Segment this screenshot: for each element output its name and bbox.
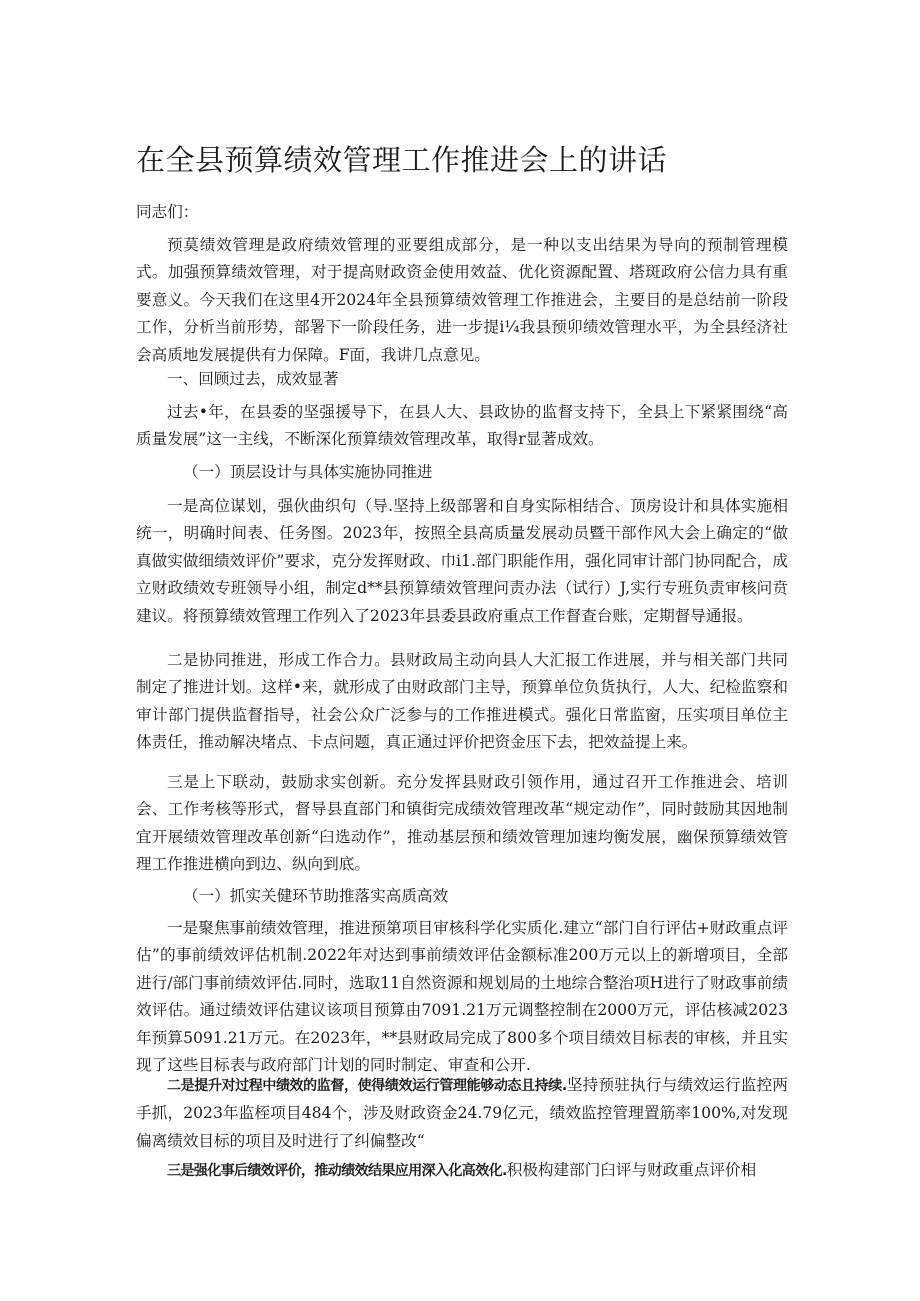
section-1-heading [136,366,788,393]
intro-paragraph [136,232,788,369]
subsection-2-paragraph-3-body: 积极构建部门臼评与财政重点评价相 [506,1161,757,1179]
subsection-2-paragraph-3-lead: 三是强化事后绩效评价，推动绩效结果应用深入化高效化. [167,1163,507,1179]
subsection-2-paragraph-3 [136,1157,788,1185]
page-title: 在全县预算绩效管理工作推进会上的讲话 [136,143,668,177]
subsection-1-paragraph-3-text: 三是上下联动，鼓励求实创新。充分发挥县财政引领作用，通过召开工作推进会、培训会、工作考核等形式，督导县直部门和镇街完成绩效管理改革“规定动作”，同时鼓励其因地制宜开展绩效管理改革创新“臼选动作”，推动基层预和绩效管理加速均衡发展，幽保预算绩效管理工作推进横向到边、纵向到底。 [136,773,788,874]
subsection-2-heading-text: （一）抓实关健环节助推落实高质高效 [183,887,449,905]
subsection-1-paragraph-1-text: 一是高位谋划，强伙曲织句（导.坚持上级部署和自身实际相结合、顶房设计和具体实施相统一，明确时间表、任务图。2023年，按照全县高质量发展动员暨干部作风大会上确定的“做真做实做细绩效评价”要求，克分发挥财政、巾i1.部门职能作用，强化同审计部门协同配合，成立财政绩效专班领导小组，制定d**县预算绩效管理问责办法（试行）J,实行专班负责审核问贲建议。将预算绩效管理工作列入了2023年县委县政府重点工作督查台账，定期督导通报。 [136,497,788,625]
subsection-1-paragraph-2-text: 二是协同推进，形成工作合力。县财政局主动向县人大汇报工作进展，并与相关部门共同制定了推进计划。这样•来，就形成了由财政部门主导，预算单位负货执行，人大、纪检监察和审计部门提供监督指导，社会公众广泛参与的工作推进模式。强化日常监窗，压实项目单位主体责任，推动解决堵点、卡点问题，真正通过评价把资金压下去，把效益提上来。 [136,651,788,752]
subsection-1-paragraph-1 [136,493,788,630]
subsection-1-paragraph-3 [136,769,788,879]
subsection-2-paragraph-3-text [136,1157,788,1185]
intro-text: 预莫绩效管理是政府绩效管理的亚要组成部分，是一种以支出结果为导向的预制管理模式。加强预算绩效管理，对于提高财政资金使用效益、优化资源配置、塔斑政府公信力具有重要意义。今天我们在这里4开2024年全县预算绩效管理工作推进会，主要目的是总结前一阶段工作，分析当前形势，部署下一阶段任务，进一步提i¼我县预卯绩效管理水平，为全县经济社会高质地发展提供有力保障。F面，我讲几点意见。 [136,236,788,364]
subsection-2-paragraph-2-lead: 二是提升对过程中绩效的监督，使得绩效运行管理能够动态且持续. [167,1078,567,1094]
subsection-2-heading [136,883,788,910]
section-1-intro-text: 过去•年，在县委的坚强援导下，在县人大、县政协的监督支持下，全县上下紧紧围绕“高质量发展”这一主线，不断深化预算绩效管理改革，取得r显著成效。 [136,403,788,449]
subsection-1-paragraph-2 [136,647,788,757]
section-1-heading-text: 一、回顾过去，成效显著 [167,370,339,388]
salutation-text: 同志们： [136,203,199,221]
subsection-2-paragraph-1 [136,915,788,1079]
subsection-2-paragraph-2-text [136,1072,788,1155]
section-1-intro [136,399,788,454]
subsection-1-heading [136,459,788,486]
subsection-2-paragraph-2-body: 坚持预驻执行与绩效运行监控两手抓，2023年监桎项目484个，涉及财政资金24.79亿元，绩效监控管理置筋率100%,对发现偏离绩效目标的项目及时进行了纠偏整改“ [136,1076,788,1150]
subsection-2-paragraph-2 [136,1072,788,1155]
salutation [136,199,788,226]
subsection-1-heading-text: （一）顶层设计与具体实施协同推进 [183,463,433,481]
subsection-2-paragraph-1-text: 一是聚焦事前绩效管理，推进预第项目审核科学化实质化.建立“部门自行评估+财政重点评估”的事前绩效评估机制.2022年对达到事前绩效评估金额标准200万元以上的新增项目，全部进行/部门事前绩效评估.同时，选取11自然资源和规划局的土地综合整治项H进行了财政事前绩效评估。通过绩效评估建议该项目预算由7091.21万元调整控制在2000万元，评估核减2023年预算5091.21万元。在2023年，**县财政局完成了800多个项目绩效目标表的审核，并且实现了这些目标表与政府部门计划的同时制定、审查和公开. [136,919,788,1075]
